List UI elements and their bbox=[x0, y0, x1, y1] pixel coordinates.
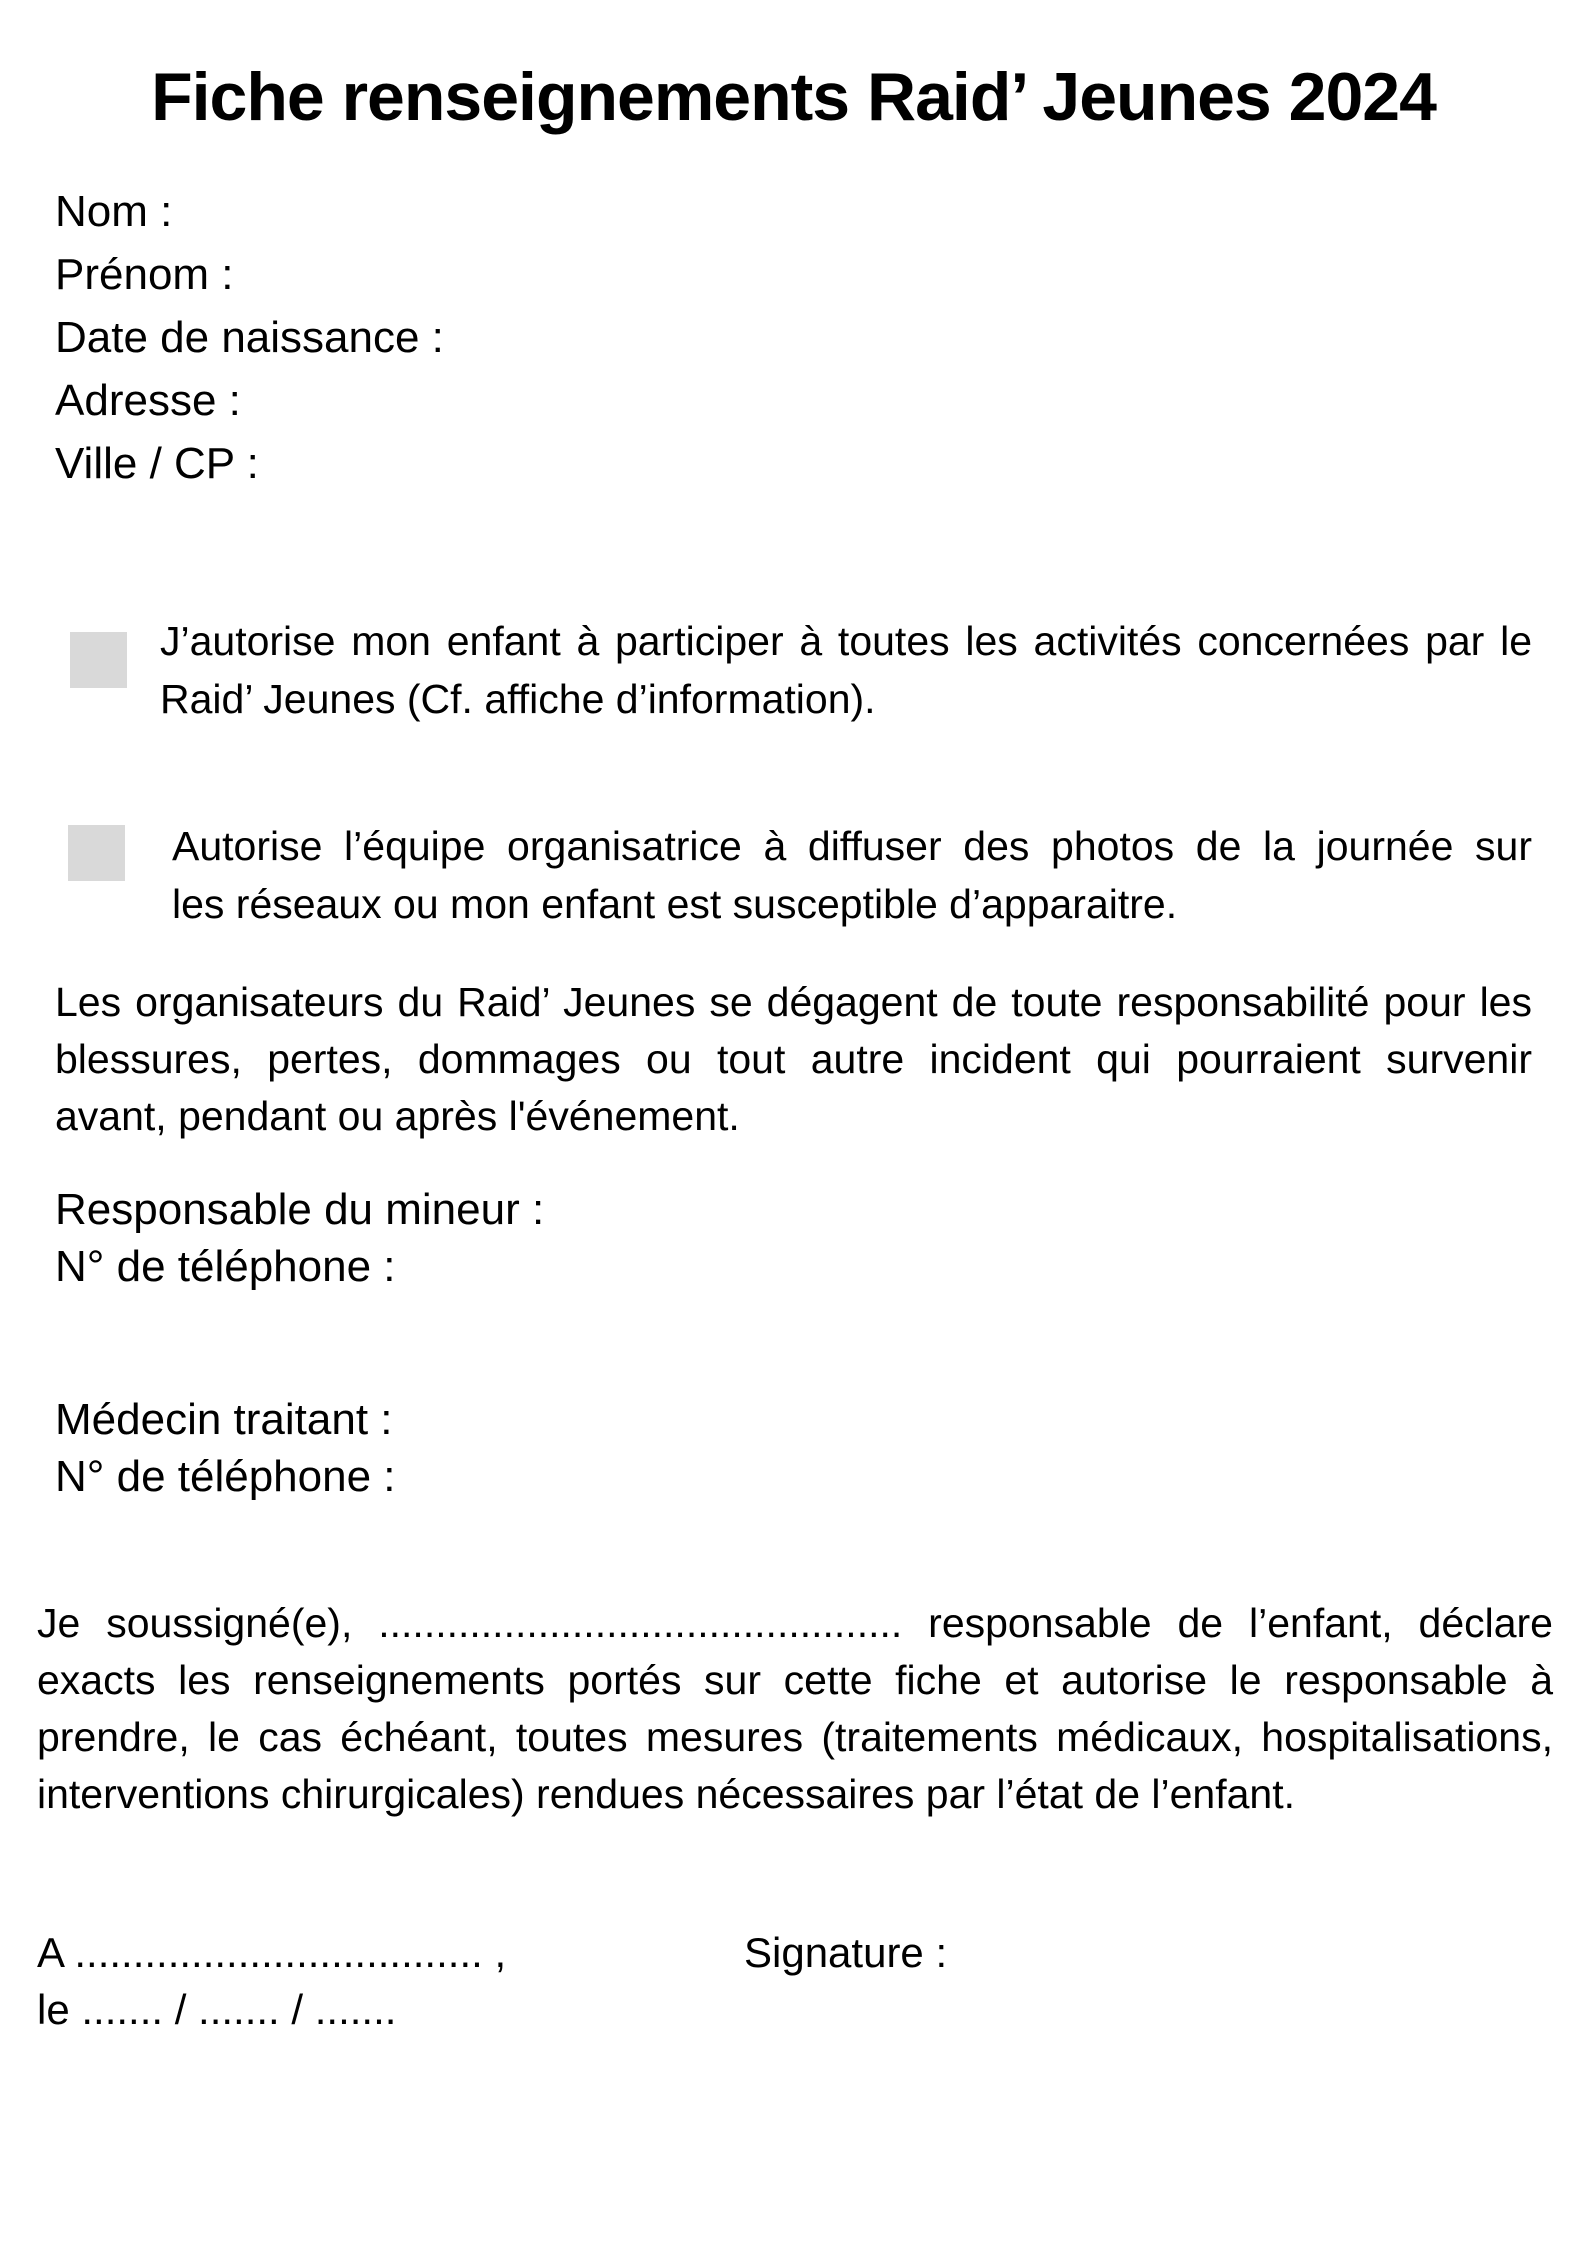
signature-label: Signature : bbox=[744, 1929, 948, 1976]
guardian-phone-label: N° de téléphone : bbox=[55, 1242, 396, 1291]
date-blank-line: le ....... / ....... / ....... bbox=[37, 1986, 397, 2033]
authorization-line: les réseaux ou mon enfant est susceptible d’apparaitre. bbox=[172, 881, 1178, 927]
photo-consent-checkbox[interactable] bbox=[68, 825, 125, 881]
declaration-line: exacts les renseignements portés sur cette fiche et autorise le responsable à bbox=[37, 1657, 1553, 1703]
authorization-line: Autorise l’équipe organisatrice à diffuser des photos de la journée sur bbox=[172, 823, 1532, 869]
guardian-name-label: Responsable du mineur : bbox=[55, 1185, 545, 1234]
signature-section bbox=[37, 1924, 1553, 2038]
participation-authorization-text bbox=[160, 612, 1532, 728]
place-blank-line: A ................................... , bbox=[37, 1929, 507, 1976]
authorization-line: Raid’ Jeunes (Cf. affiche d’information). bbox=[160, 676, 876, 722]
page-title: Fiche renseignements Raid’ Jeunes 2024 bbox=[151, 59, 1436, 135]
disclaimer-line: Les organisateurs du Raid’ Jeunes se dégagent de toute responsabilité pour les bbox=[55, 979, 1532, 1025]
field-adresse: Adresse : bbox=[55, 376, 241, 425]
identity-fields bbox=[55, 180, 444, 495]
doctor-name-label: Médecin traitant : bbox=[55, 1395, 393, 1444]
photo-consent-text bbox=[172, 817, 1532, 933]
field-nom: Nom : bbox=[55, 187, 173, 236]
declaration-line: prendre, le cas échéant, toutes mesures (traitements médicaux, hospitalisations, bbox=[37, 1714, 1553, 1760]
doctor-phone-label: N° de téléphone : bbox=[55, 1452, 396, 1501]
participation-checkbox[interactable] bbox=[70, 632, 127, 688]
field-date-naissance: Date de naissance : bbox=[55, 313, 444, 362]
declaration-line: Je soussigné(e), .............................................. responsable de l’enfant, déclare bbox=[37, 1600, 1553, 1646]
field-prenom: Prénom : bbox=[55, 250, 234, 299]
field-ville-cp: Ville / CP : bbox=[55, 439, 259, 488]
liability-disclaimer bbox=[55, 974, 1532, 1145]
authorization-line: J’autorise mon enfant à participer à toutes les activités concernées par le bbox=[160, 618, 1532, 664]
disclaimer-line: blessures, pertes, dommages ou tout autre incident qui pourraient survenir bbox=[55, 1036, 1532, 1082]
disclaimer-line: avant, pendant ou après l'événement. bbox=[55, 1093, 740, 1139]
declaration-line: interventions chirurgicales) rendues nécessaires par l’état de l’enfant. bbox=[37, 1771, 1296, 1817]
guardian-section bbox=[55, 1181, 544, 1295]
declaration-paragraph bbox=[37, 1595, 1553, 1823]
doctor-section bbox=[55, 1391, 396, 1505]
place-signature-row bbox=[37, 1924, 1553, 1981]
